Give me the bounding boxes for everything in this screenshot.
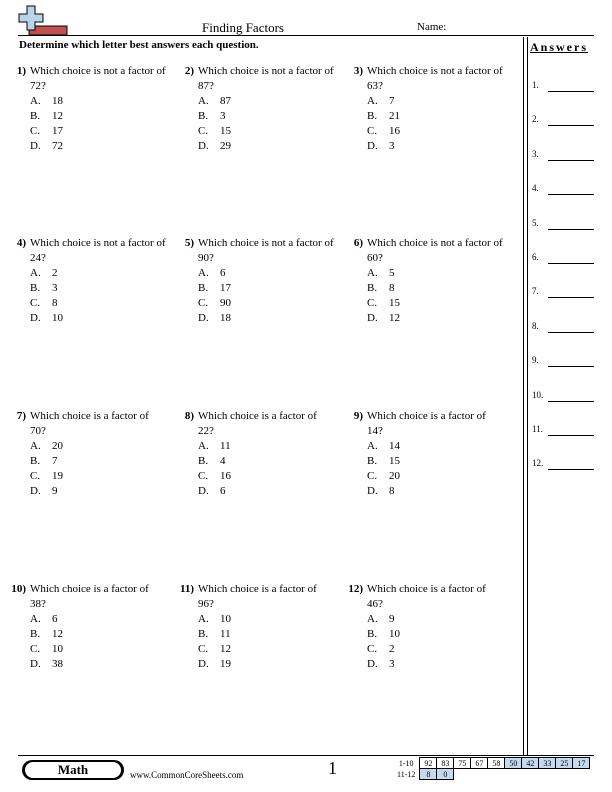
- option-letter: D.: [198, 658, 209, 670]
- option-letter: C.: [198, 470, 209, 482]
- answer-number: 6.: [532, 252, 539, 262]
- option-letter: C.: [30, 643, 41, 655]
- option-value: 15: [389, 297, 400, 309]
- option-a: [30, 94, 166, 109]
- option-c: [30, 642, 166, 657]
- question-number: 1): [16, 65, 26, 77]
- question-number: 3): [353, 65, 363, 77]
- option-letter: A.: [367, 95, 378, 107]
- math-badge: [22, 760, 124, 780]
- option-value: 11: [220, 628, 231, 640]
- worksheet-title: Finding Factors: [202, 20, 284, 35]
- answer-line[interactable]: [548, 332, 594, 333]
- option-letter: C.: [198, 125, 209, 137]
- answer-number: 7.: [532, 286, 539, 297]
- question-8: [172, 409, 334, 499]
- option-value: 11: [220, 440, 231, 452]
- option-b: [30, 281, 166, 296]
- option-letter: C.: [367, 470, 378, 482]
- question-1: [4, 64, 166, 154]
- question-number: 5): [184, 237, 194, 249]
- option-value: 10: [52, 312, 63, 324]
- score-cell: 42: [522, 758, 539, 769]
- option-letter: D.: [198, 312, 209, 324]
- answer-blank-12[interactable]: [532, 456, 594, 470]
- score-cell: 33: [539, 758, 556, 769]
- answer-column-divider-left: [523, 37, 524, 755]
- option-b: [367, 454, 503, 469]
- option-value: 3: [389, 140, 395, 152]
- option-a: [198, 612, 334, 627]
- option-value: 2: [389, 643, 395, 655]
- option-letter: A.: [198, 440, 209, 452]
- score-cell: 58: [488, 758, 505, 769]
- answer-number: 10.: [532, 389, 544, 400]
- answer-line[interactable]: [548, 91, 594, 92]
- option-letter: B.: [30, 282, 41, 294]
- option-a: [198, 94, 334, 109]
- answer-number: 1.: [532, 80, 539, 90]
- option-letter: C.: [30, 125, 41, 137]
- option-letter: B.: [198, 455, 209, 467]
- answer-number: 12.: [532, 458, 544, 469]
- option-value: 19: [52, 470, 63, 482]
- answer-line[interactable]: [548, 366, 594, 367]
- question-text: Which choice is a factor of 22?: [198, 410, 317, 437]
- option-a: [367, 439, 503, 454]
- answer-number: 2.: [532, 114, 539, 125]
- option-value: 90: [220, 297, 231, 309]
- option-letter: A.: [198, 267, 209, 279]
- option-value: 3: [389, 658, 395, 670]
- option-letter: B.: [30, 455, 41, 467]
- answer-number: 9.: [532, 355, 539, 366]
- option-value: 15: [220, 125, 231, 137]
- option-value: 87: [220, 95, 231, 107]
- score-cell: 17: [573, 758, 590, 769]
- option-letter: A.: [367, 267, 378, 279]
- option-b: [30, 109, 166, 124]
- answer-line[interactable]: [548, 297, 594, 298]
- option-letter: C.: [367, 643, 378, 655]
- option-c: [198, 124, 334, 139]
- option-value: 20: [389, 470, 400, 482]
- option-d: [30, 139, 166, 154]
- option-value: 12: [52, 110, 63, 122]
- score-row-label: 1-10: [398, 758, 414, 768]
- score-row-label: 11-12: [397, 769, 416, 779]
- option-c: [30, 469, 166, 484]
- option-value: 3: [52, 282, 58, 294]
- option-d: [198, 311, 334, 326]
- answer-blank-11[interactable]: [532, 422, 594, 436]
- option-value: 72: [52, 140, 63, 152]
- option-d: [198, 657, 334, 672]
- answer-line[interactable]: [548, 125, 594, 126]
- option-value: 19: [220, 658, 231, 670]
- question-number: 4): [16, 237, 26, 249]
- answer-line[interactable]: [548, 194, 594, 195]
- option-c: [367, 124, 503, 139]
- answer-blank-4[interactable]: [532, 181, 594, 195]
- option-letter: D.: [367, 312, 378, 324]
- question-5: [172, 236, 334, 326]
- option-letter: B.: [198, 110, 209, 122]
- option-value: 6: [220, 267, 226, 279]
- name-label: Name:: [417, 21, 447, 33]
- instructions: Determine which letter best answers each question.: [19, 39, 259, 51]
- question-12: [341, 582, 503, 672]
- answer-column-divider-right: [527, 37, 528, 755]
- option-letter: B.: [30, 110, 41, 122]
- option-b: [30, 627, 166, 642]
- option-value: 16: [389, 125, 400, 137]
- option-d: [367, 311, 503, 326]
- option-value: 17: [220, 282, 231, 294]
- option-b: [198, 454, 334, 469]
- question-11: [172, 582, 334, 672]
- option-d: [30, 657, 166, 672]
- answer-number: 5.: [532, 217, 539, 228]
- answer-blank-8[interactable]: [532, 319, 594, 333]
- option-value: 3: [220, 110, 226, 122]
- option-value: 12: [220, 643, 231, 655]
- answer-blank-1[interactable]: [532, 78, 594, 92]
- option-c: [198, 642, 334, 657]
- question-10: [4, 582, 166, 672]
- question-number: 7): [16, 410, 26, 422]
- question-number: 8): [184, 410, 194, 422]
- option-value: 8: [389, 282, 395, 294]
- answer-blank-5[interactable]: [532, 216, 594, 230]
- option-d: [367, 484, 503, 499]
- answer-blank-9[interactable]: [532, 353, 594, 367]
- option-b: [198, 109, 334, 124]
- option-letter: D.: [367, 658, 378, 670]
- option-value: 8: [389, 485, 395, 497]
- answer-line[interactable]: [548, 401, 594, 402]
- answers-title: Answers: [530, 40, 588, 54]
- option-c: [30, 124, 166, 139]
- answer-line[interactable]: [548, 229, 594, 230]
- option-letter: C.: [30, 470, 41, 482]
- option-value: 14: [389, 440, 400, 452]
- option-c: [367, 469, 503, 484]
- answer-line[interactable]: [548, 263, 594, 264]
- option-value: 12: [389, 312, 400, 324]
- header-divider: [18, 35, 594, 36]
- question-text: Which choice is not a factor of 72?: [30, 65, 166, 92]
- question-text: Which choice is a factor of 70?: [30, 410, 149, 437]
- score-cell: 75: [454, 758, 471, 769]
- option-a: [30, 266, 166, 281]
- score-cell: 25: [556, 758, 573, 769]
- option-value: 38: [52, 658, 63, 670]
- question-text: Which choice is a factor of 38?: [30, 583, 149, 610]
- score-cell: 50: [505, 758, 522, 769]
- option-d: [367, 139, 503, 154]
- option-letter: B.: [30, 628, 41, 640]
- option-value: 7: [52, 455, 58, 467]
- score-row: [395, 769, 590, 780]
- option-d: [198, 484, 334, 499]
- option-letter: A.: [198, 613, 209, 625]
- option-c: [198, 296, 334, 311]
- score-cell: 92: [420, 758, 437, 769]
- question-number: 11): [179, 583, 194, 595]
- question-number: 2): [184, 65, 194, 77]
- answer-line[interactable]: [548, 160, 594, 161]
- option-letter: B.: [367, 628, 378, 640]
- score-row: [395, 758, 590, 769]
- option-a: [30, 439, 166, 454]
- option-letter: B.: [367, 282, 378, 294]
- option-value: 16: [220, 470, 231, 482]
- option-value: 10: [220, 613, 231, 625]
- option-a: [198, 266, 334, 281]
- answer-blank-7[interactable]: [532, 284, 594, 298]
- answer-blank-6[interactable]: [532, 250, 594, 264]
- site-url: www.CommonCoreSheets.com: [130, 770, 244, 780]
- option-value: 17: [52, 125, 63, 137]
- answer-number: 8.: [532, 320, 539, 331]
- option-letter: A.: [30, 613, 41, 625]
- option-value: 7: [389, 95, 395, 107]
- answer-line[interactable]: [548, 469, 594, 470]
- question-number: 12): [348, 583, 363, 595]
- option-letter: A.: [30, 267, 41, 279]
- question-text: Which choice is a factor of 14?: [367, 410, 486, 437]
- score-cell: 67: [471, 758, 488, 769]
- question-text: Which choice is not a factor of 60?: [367, 237, 503, 264]
- option-b: [367, 627, 503, 642]
- option-letter: D.: [198, 140, 209, 152]
- option-letter: D.: [30, 140, 41, 152]
- option-value: 4: [220, 455, 226, 467]
- question-text: Which choice is not a factor of 90?: [198, 237, 334, 264]
- option-letter: D.: [30, 658, 41, 670]
- question-text: Which choice is not a factor of 87?: [198, 65, 334, 92]
- option-letter: D.: [367, 485, 378, 497]
- option-letter: A.: [30, 440, 41, 452]
- answer-blank-10[interactable]: [532, 388, 594, 402]
- option-b: [367, 109, 503, 124]
- option-value: 8: [52, 297, 58, 309]
- option-d: [30, 484, 166, 499]
- question-number: 10): [11, 583, 26, 595]
- option-b: [198, 627, 334, 642]
- question-7: [4, 409, 166, 499]
- option-a: [30, 612, 166, 627]
- option-letter: A.: [367, 440, 378, 452]
- option-a: [367, 94, 503, 109]
- option-d: [367, 657, 503, 672]
- option-letter: B.: [198, 628, 209, 640]
- option-value: 5: [389, 267, 395, 279]
- question-9: [341, 409, 503, 499]
- score-table: [395, 757, 590, 780]
- score-cell: 8: [420, 769, 437, 780]
- option-d: [198, 139, 334, 154]
- option-letter: C.: [30, 297, 41, 309]
- option-c: [30, 296, 166, 311]
- option-value: 10: [52, 643, 63, 655]
- question-text: Which choice is not a factor of 24?: [30, 237, 166, 264]
- option-value: 10: [389, 628, 400, 640]
- option-letter: D.: [30, 312, 41, 324]
- math-plus-logo: [17, 4, 69, 36]
- option-c: [367, 296, 503, 311]
- footer-divider: [18, 755, 594, 756]
- option-value: 15: [389, 455, 400, 467]
- question-3: [341, 64, 503, 154]
- option-letter: C.: [198, 297, 209, 309]
- option-value: 6: [220, 485, 226, 497]
- option-letter: B.: [367, 455, 378, 467]
- option-letter: C.: [367, 297, 378, 309]
- option-letter: A.: [198, 95, 209, 107]
- option-value: 21: [389, 110, 400, 122]
- answer-number: 11.: [532, 424, 543, 434]
- question-text: Which choice is a factor of 46?: [367, 583, 486, 610]
- option-value: 18: [220, 312, 231, 324]
- option-letter: D.: [367, 140, 378, 152]
- answer-number: 3.: [532, 148, 539, 159]
- option-value: 18: [52, 95, 63, 107]
- question-6: [341, 236, 503, 326]
- option-b: [367, 281, 503, 296]
- option-a: [198, 439, 334, 454]
- option-letter: D.: [30, 485, 41, 497]
- score-cell: 0: [437, 769, 454, 780]
- page-number: 1: [328, 758, 337, 778]
- option-letter: A.: [30, 95, 41, 107]
- option-value: 29: [220, 140, 231, 152]
- option-value: 2: [52, 267, 58, 279]
- score-cell: 83: [437, 758, 454, 769]
- option-value: 20: [52, 440, 63, 452]
- answer-blank-2[interactable]: [532, 112, 594, 126]
- option-c: [198, 469, 334, 484]
- option-a: [367, 266, 503, 281]
- option-letter: C.: [198, 643, 209, 655]
- option-letter: A.: [367, 613, 378, 625]
- answer-blank-3[interactable]: [532, 147, 594, 161]
- question-4: [4, 236, 166, 326]
- option-letter: D.: [198, 485, 209, 497]
- option-a: [367, 612, 503, 627]
- option-letter: B.: [367, 110, 378, 122]
- option-d: [30, 311, 166, 326]
- option-value: 6: [52, 613, 58, 625]
- option-b: [30, 454, 166, 469]
- answer-line[interactable]: [548, 435, 594, 436]
- question-number: 9): [353, 410, 363, 422]
- option-value: 12: [52, 628, 63, 640]
- question-text: Which choice is not a factor of 63?: [367, 65, 503, 92]
- question-text: Which choice is a factor of 96?: [198, 583, 317, 610]
- question-number: 6): [353, 237, 363, 249]
- option-c: [367, 642, 503, 657]
- option-value: 9: [52, 485, 58, 497]
- question-2: [172, 64, 334, 154]
- option-letter: B.: [198, 282, 209, 294]
- math-badge-label: Math: [25, 762, 121, 778]
- option-letter: C.: [367, 125, 378, 137]
- answer-number: 4.: [532, 183, 539, 194]
- option-b: [198, 281, 334, 296]
- option-value: 9: [389, 613, 395, 625]
